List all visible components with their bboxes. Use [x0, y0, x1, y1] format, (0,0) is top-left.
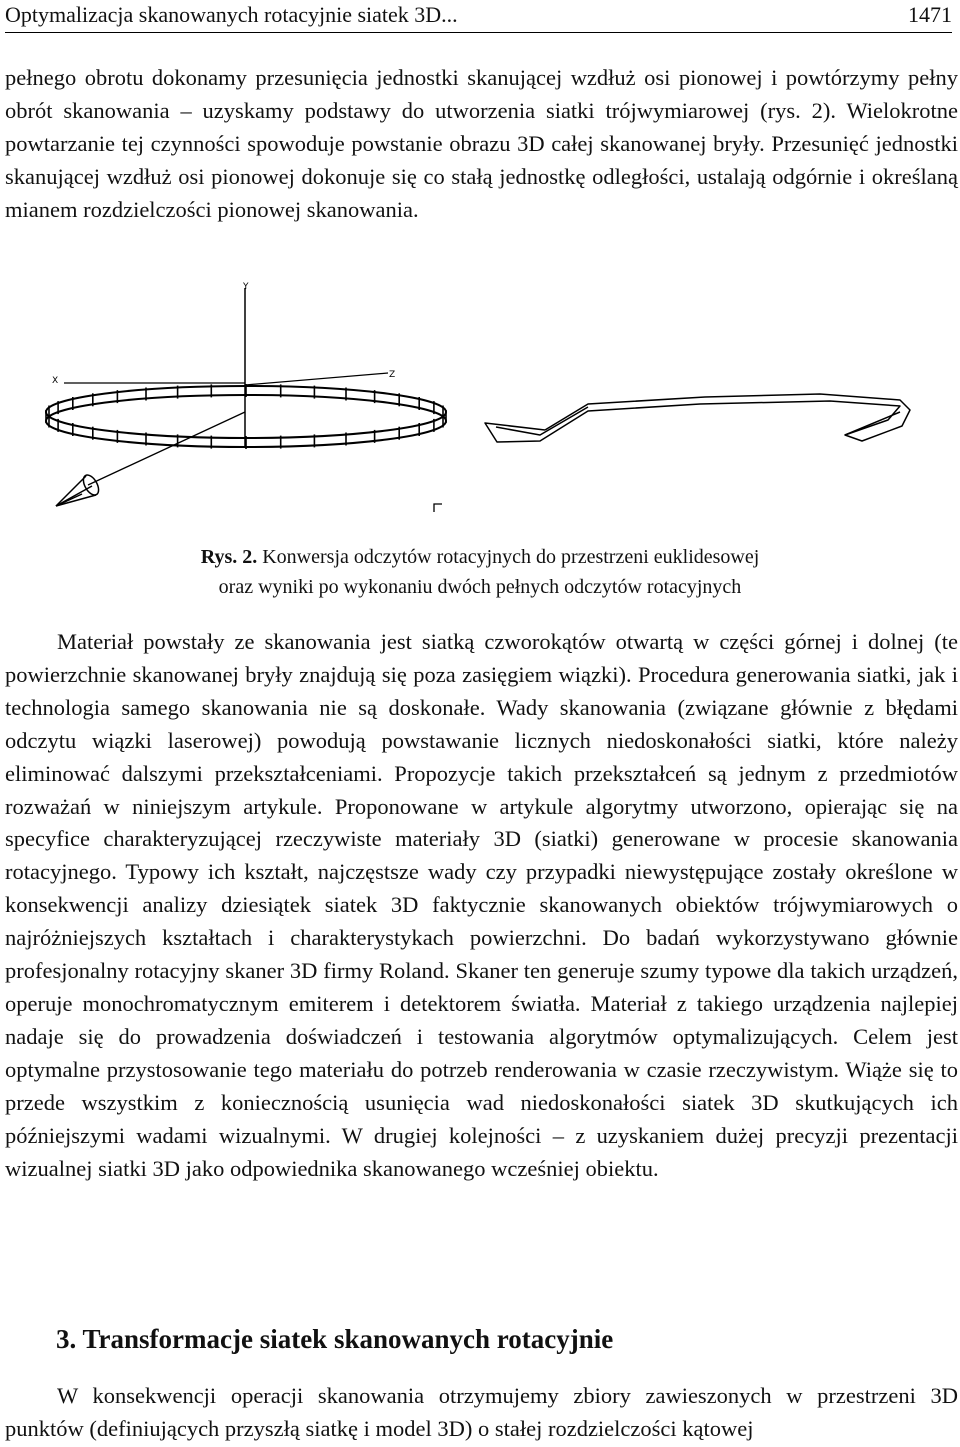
figure-2 — [0, 280, 960, 520]
y-axis-label: Y — [243, 282, 249, 292]
scan-beam-line — [88, 412, 245, 485]
x-axis-label: X — [52, 376, 59, 386]
scanned-mesh-result — [485, 394, 910, 442]
figure-caption — [0, 542, 960, 602]
z-axis-label: Z — [389, 370, 396, 380]
section-heading: 3. Transformacje siatek skanowanych rotacyjnie — [56, 1324, 614, 1354]
paragraph-section: W konsekwencji operacji skanowania otrzymujemy zbiory zawieszonych w przestrzeni 3D punktów (definiujących przyszłą siatkę i model 3D) o stałej rozdzielczości kątowej — [5, 1383, 958, 1441]
running-header — [5, 0, 952, 33]
corner-mark — [434, 504, 442, 512]
running-title: Optymalizacja skanowanych rotacyjnie siatek 3D... — [5, 2, 458, 27]
figure-caption-label: Rys. 2. — [200, 546, 258, 568]
page-number: 1471 — [908, 2, 952, 27]
figure-caption-line-2: oraz wyniki po wykonaniu dwóch pełnych odczytów rotacyjnych — [218, 576, 742, 598]
figure-2-drawing — [0, 280, 960, 520]
paragraph-body: Materiał powstały ze skanowania jest siatką czworokątów otwartą w części górnej i dolnej (te powierzchnie skanowanej bryły znajdują się poza zasięgiem wiązki). Procedura generowania siatki, jak i technologia samego skanowania nie są doskonałe. Wady skanowania (związane głównie z błędami odczytu wiązki laserowej) powodują powstawanie licznych niedoskonałości siatki, które należy eliminować dalszymi przekształceniami. Propozycje takich przekształceń są jednym z przedmiotów rozważań w niniejszym artykule. Proponowane w artykule algorytmy utworzono, opierając się na specyfice charakteryzującej rzeczywiste materiały 3D (siatki) generowane w procesie skanowania rotacyjnego. Typowy ich kształt, najczęstsze wady czy przypadki niewystępujące zostały określone w konsekwencji analizy dziesiątek siatek 3D faktycznie skanowanych obiektów trójwymiarowych o najróżniejszych kształtach i charakterystykach powierzchni. Do badań wykorzystywano głównie profesjonalny rotacyjny skaner 3D firmy Roland. Skaner ten generuje szumy typowe dla takich urządzeń, operuje monochromatycznym emiterem i detektorem światła. Materiał z takiego urządzenia najlepiej nadaje się do prowadzenia doświadczeń i testowania algorytmów optymalizujących. Celem jest optymalne przystosowanie tego materiału do potrzeb renderowania w czasie rzeczywistym. Wiąże się to przede wszystkim z koniecznością usunięcia wad niedoskonałości siatek 3D skutkujących ich późniejszymi wadami wizualnymi. W drugiej kolejności – z uzyskaniem dużej precyzji prezentacji wizualnej siatki 3D jako odpowiednika skanowanego wcześniej obiektu. — [5, 629, 958, 1181]
scanner-cone-icon — [56, 472, 102, 506]
figure-caption-line-1: Konwersja odczytów rotacyjnych do przestrzeni euklidesowej — [262, 546, 760, 568]
z-axis-line — [245, 373, 388, 385]
paragraph-intro: pełnego obrotu dokonamy przesunięcia jednostki skanującej wzdłuż osi pionowej i powtórzymy pełny obrót skanowania – uzyskamy podstawy do utworzenia siatki trójwymiarowej (rys. 2). Wielokrotne powtarzanie tej czynności spowoduje powstanie obrazu 3D całej skanowanej bryły. Przesunięć jednostki skanującej wzdłuż osi pionowej dokonuje się co stałą jednostkę odległości, ustalają odgórnie i określaną mianem rozdzielczości pionowej skanowania. — [5, 65, 958, 222]
